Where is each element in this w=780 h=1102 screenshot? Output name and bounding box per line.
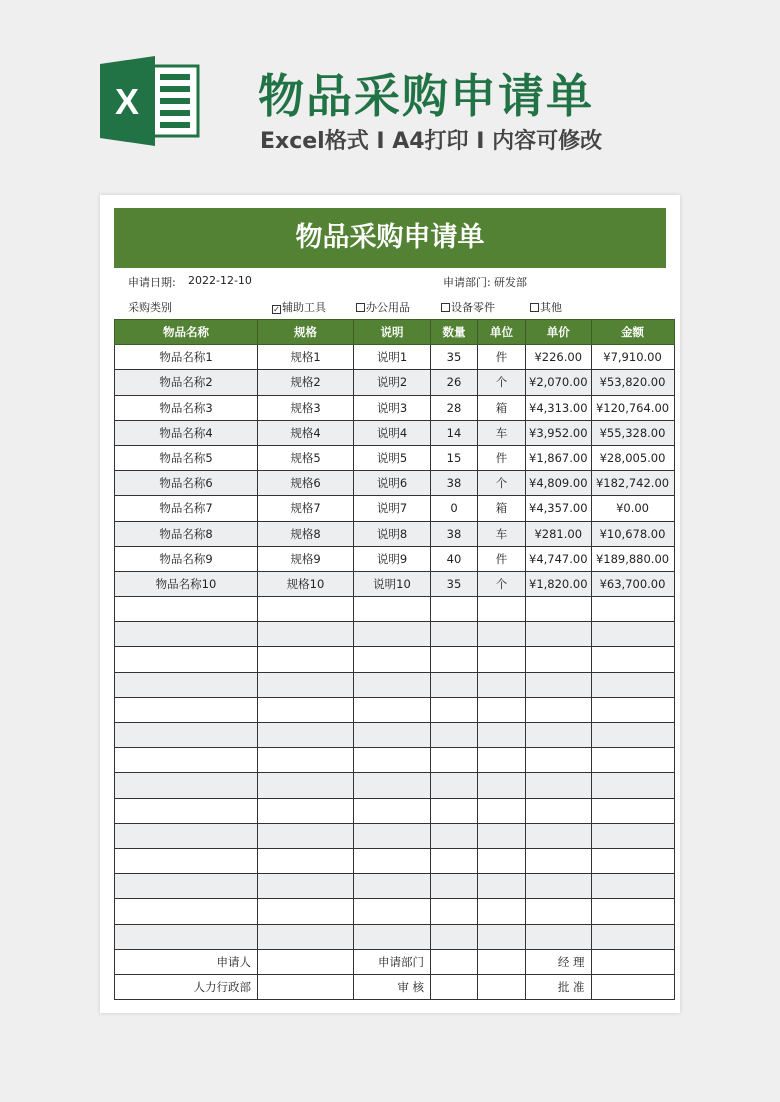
table-cell[interactable] (478, 924, 526, 949)
table-cell[interactable] (431, 924, 478, 949)
table-cell[interactable]: 个 (478, 370, 526, 395)
table-cell[interactable]: 箱 (478, 395, 526, 420)
table-cell[interactable] (431, 672, 478, 697)
category-option[interactable] (356, 299, 410, 315)
table-cell[interactable] (258, 823, 354, 848)
table-cell[interactable] (591, 798, 674, 823)
signature-row (115, 974, 675, 999)
checkbox-icon[interactable] (530, 303, 539, 312)
empty-row (115, 597, 675, 622)
table-cell[interactable] (354, 823, 431, 848)
table-cell[interactable] (431, 622, 478, 647)
table-cell[interactable]: ¥55,328.00 (591, 420, 674, 445)
table-cell[interactable] (591, 723, 674, 748)
table-cell[interactable] (478, 899, 526, 924)
signature-field[interactable] (258, 949, 354, 974)
date-label: 申请日期: (128, 276, 176, 289)
table-cell[interactable] (591, 874, 674, 899)
empty-row (115, 622, 675, 647)
table-row (115, 521, 675, 546)
table-cell[interactable] (478, 773, 526, 798)
category-option-label: 辅助工具 (282, 301, 326, 314)
table-cell[interactable]: 说明6 (354, 471, 431, 496)
table-cell[interactable]: 规格2 (258, 370, 354, 395)
table-cell[interactable] (591, 848, 674, 873)
table-cell[interactable] (115, 773, 258, 798)
table-cell[interactable] (115, 647, 258, 672)
table-cell[interactable] (478, 848, 526, 873)
table-cell[interactable]: ¥7,910.00 (591, 345, 674, 370)
table-cell[interactable] (431, 798, 478, 823)
empty-row (115, 697, 675, 722)
table-row (115, 345, 675, 370)
table-cell[interactable]: ¥182,742.00 (591, 471, 674, 496)
table-cell[interactable]: ¥1,820.00 (526, 571, 592, 596)
table-cell[interactable] (431, 899, 478, 924)
table-cell[interactable]: 说明8 (354, 521, 431, 546)
table-cell[interactable]: 38 (431, 521, 478, 546)
excel-logo-icon (100, 56, 200, 146)
table-cell[interactable]: 规格7 (258, 496, 354, 521)
table-cell[interactable] (354, 899, 431, 924)
table-cell[interactable]: ¥4,809.00 (526, 471, 592, 496)
table-cell[interactable] (354, 798, 431, 823)
table-cell[interactable] (258, 723, 354, 748)
table-cell[interactable] (478, 697, 526, 722)
table-cell[interactable]: 说明9 (354, 546, 431, 571)
empty-row (115, 924, 675, 949)
table-cell[interactable] (258, 672, 354, 697)
table-cell[interactable] (258, 697, 354, 722)
table-cell[interactable] (431, 773, 478, 798)
empty-row (115, 899, 675, 924)
table-cell[interactable]: ¥4,747.00 (526, 546, 592, 571)
category-option[interactable] (272, 299, 326, 315)
table-cell[interactable] (354, 748, 431, 773)
signature-label: 审 核 (354, 974, 431, 999)
signature-label: 申请人 (115, 949, 258, 974)
signature-field[interactable] (591, 974, 674, 999)
table-cell[interactable] (526, 798, 592, 823)
table-cell[interactable] (115, 899, 258, 924)
table-cell[interactable] (478, 798, 526, 823)
table-cell[interactable] (431, 823, 478, 848)
table-cell[interactable] (115, 798, 258, 823)
form-title: 物品采购申请单 (114, 208, 666, 268)
checkbox-icon[interactable]: ✓ (273, 305, 280, 314)
empty-row (115, 672, 675, 697)
table-cell[interactable] (431, 748, 478, 773)
table-row (115, 420, 675, 445)
signature-row (115, 949, 675, 974)
dept-value: 研发部 (494, 276, 527, 289)
table-row (115, 370, 675, 395)
table-cell[interactable] (591, 748, 674, 773)
table-cell[interactable] (115, 622, 258, 647)
table-cell[interactable] (354, 672, 431, 697)
table-cell[interactable]: 说明10 (354, 571, 431, 596)
table-cell[interactable] (258, 597, 354, 622)
table-cell[interactable]: 个 (478, 571, 526, 596)
table-cell[interactable] (431, 874, 478, 899)
table-cell[interactable] (591, 823, 674, 848)
table-cell[interactable] (526, 899, 592, 924)
table-cell[interactable] (354, 848, 431, 873)
signature-field[interactable] (478, 949, 526, 974)
table-cell[interactable] (258, 773, 354, 798)
table-cell[interactable] (526, 874, 592, 899)
table-cell[interactable]: ¥189,880.00 (591, 546, 674, 571)
table-cell[interactable] (354, 874, 431, 899)
table-cell[interactable] (591, 773, 674, 798)
table-cell[interactable]: ¥1,867.00 (526, 445, 592, 470)
table-cell[interactable] (115, 823, 258, 848)
table-cell[interactable] (431, 647, 478, 672)
table-cell[interactable] (591, 597, 674, 622)
table-cell[interactable] (354, 924, 431, 949)
page-subtitle: Excel格式 I A4打印 I 内容可修改 (260, 129, 603, 154)
table-cell[interactable] (115, 848, 258, 873)
signature-field[interactable] (478, 974, 526, 999)
table-cell[interactable] (258, 622, 354, 647)
table-cell[interactable]: ¥53,820.00 (591, 370, 674, 395)
empty-row (115, 798, 675, 823)
table-cell[interactable] (258, 899, 354, 924)
category-option[interactable] (530, 299, 562, 315)
table-cell[interactable]: 箱 (478, 496, 526, 521)
signature-field[interactable] (591, 949, 674, 974)
table-cell[interactable] (258, 647, 354, 672)
table-cell[interactable]: ¥4,357.00 (526, 496, 592, 521)
table-cell[interactable] (526, 823, 592, 848)
table-cell[interactable] (115, 924, 258, 949)
table-cell[interactable]: ¥226.00 (526, 345, 592, 370)
signature-label: 申请部门 (354, 949, 431, 974)
table-cell[interactable] (431, 697, 478, 722)
empty-row (115, 823, 675, 848)
table-cell[interactable] (258, 748, 354, 773)
table-cell[interactable] (478, 823, 526, 848)
table-cell[interactable]: ¥3,952.00 (526, 420, 592, 445)
table-cell[interactable] (354, 773, 431, 798)
table-cell[interactable]: 物品名称1 (115, 345, 258, 370)
page-title: 物品采购申请单 (258, 69, 594, 123)
table-cell[interactable]: ¥120,764.00 (591, 395, 674, 420)
table-cell[interactable]: ¥10,678.00 (591, 521, 674, 546)
table-cell[interactable]: ¥281.00 (526, 521, 592, 546)
category-option-label: 办公用品 (366, 301, 410, 314)
table-cell[interactable] (591, 697, 674, 722)
table-cell[interactable] (526, 647, 592, 672)
items-table (114, 319, 675, 1000)
empty-row (115, 723, 675, 748)
table-cell[interactable]: 物品名称4 (115, 420, 258, 445)
signature-field[interactable] (258, 974, 354, 999)
logo-letter: X (114, 81, 140, 122)
table-cell[interactable] (591, 622, 674, 647)
table-cell[interactable]: 规格8 (258, 521, 354, 546)
table-cell[interactable] (115, 723, 258, 748)
table-cell[interactable] (115, 697, 258, 722)
table-cell[interactable] (478, 597, 526, 622)
table-cell[interactable] (258, 924, 354, 949)
table-cell[interactable]: 个 (478, 471, 526, 496)
table-cell[interactable]: ¥28,005.00 (591, 445, 674, 470)
table-cell[interactable]: 物品名称10 (115, 571, 258, 596)
signature-field[interactable] (431, 974, 478, 999)
signature-label: 经 理 (526, 949, 592, 974)
table-cell[interactable] (478, 874, 526, 899)
table-cell[interactable] (431, 597, 478, 622)
table-cell[interactable]: ¥2,070.00 (526, 370, 592, 395)
dept-label: 申请部门: (443, 276, 491, 289)
table-cell[interactable] (258, 798, 354, 823)
signature-label: 人力行政部 (115, 974, 258, 999)
table-cell[interactable]: 说明2 (354, 370, 431, 395)
table-cell[interactable] (526, 672, 592, 697)
table-cell[interactable] (591, 899, 674, 924)
table-cell[interactable]: 26 (431, 370, 478, 395)
table-row (115, 546, 675, 571)
table-cell[interactable]: 件 (478, 546, 526, 571)
table-cell[interactable] (478, 622, 526, 647)
table-cell[interactable]: 说明1 (354, 345, 431, 370)
table-cell[interactable]: 40 (431, 546, 478, 571)
column-header: 说明 (354, 320, 431, 345)
empty-row (115, 874, 675, 899)
form-sheet (100, 195, 680, 1013)
table-cell[interactable] (526, 697, 592, 722)
empty-row (115, 848, 675, 873)
column-header: 数量 (431, 320, 478, 345)
checkbox-icon[interactable] (356, 303, 365, 312)
table-cell[interactable]: 说明3 (354, 395, 431, 420)
table-cell[interactable]: 物品名称5 (115, 445, 258, 470)
table-cell[interactable]: 14 (431, 420, 478, 445)
category-option[interactable] (441, 299, 495, 315)
table-cell[interactable] (526, 622, 592, 647)
table-cell[interactable]: 物品名称3 (115, 395, 258, 420)
category-option-label: 设备零件 (451, 301, 495, 314)
table-cell[interactable]: 物品名称8 (115, 521, 258, 546)
table-cell[interactable] (258, 848, 354, 873)
table-cell[interactable]: 物品名称6 (115, 471, 258, 496)
category-label: 采购类别 (128, 301, 172, 314)
table-row (115, 445, 675, 470)
table-cell[interactable] (115, 748, 258, 773)
table-row (115, 496, 675, 521)
table-cell[interactable]: 件 (478, 345, 526, 370)
table-cell[interactable]: 车 (478, 521, 526, 546)
table-cell[interactable]: 35 (431, 571, 478, 596)
signature-label: 批 准 (526, 974, 592, 999)
table-cell[interactable] (591, 647, 674, 672)
table-cell[interactable] (526, 924, 592, 949)
table-cell[interactable]: 规格1 (258, 345, 354, 370)
table-cell[interactable] (591, 924, 674, 949)
table-cell[interactable]: ¥4,313.00 (526, 395, 592, 420)
empty-row (115, 647, 675, 672)
table-cell[interactable]: 规格9 (258, 546, 354, 571)
table-cell[interactable] (478, 672, 526, 697)
table-cell[interactable] (115, 672, 258, 697)
table-cell[interactable] (354, 622, 431, 647)
column-header: 单位 (478, 320, 526, 345)
table-cell[interactable]: 物品名称2 (115, 370, 258, 395)
table-cell[interactable] (431, 848, 478, 873)
table-cell[interactable]: 车 (478, 420, 526, 445)
table-cell[interactable] (526, 748, 592, 773)
table-cell[interactable]: 说明7 (354, 496, 431, 521)
table-cell[interactable]: ¥0.00 (591, 496, 674, 521)
table-cell[interactable]: 28 (431, 395, 478, 420)
date-value: 2022-12-10 (188, 274, 252, 287)
table-cell[interactable] (115, 874, 258, 899)
table-cell[interactable]: 规格6 (258, 471, 354, 496)
table-cell[interactable] (478, 647, 526, 672)
table-cell[interactable]: 物品名称9 (115, 546, 258, 571)
table-cell[interactable] (354, 597, 431, 622)
signature-field[interactable] (431, 949, 478, 974)
table-cell[interactable]: 15 (431, 445, 478, 470)
table-cell[interactable] (258, 874, 354, 899)
table-cell[interactable]: 物品名称7 (115, 496, 258, 521)
table-row (115, 395, 675, 420)
table-cell[interactable]: 规格3 (258, 395, 354, 420)
category-option-label: 其他 (540, 301, 562, 314)
table-cell[interactable] (354, 723, 431, 748)
table-cell[interactable] (526, 723, 592, 748)
table-cell[interactable] (591, 672, 674, 697)
column-header: 金额 (591, 320, 674, 345)
table-cell[interactable] (431, 723, 478, 748)
empty-row (115, 748, 675, 773)
table-cell[interactable]: 0 (431, 496, 478, 521)
table-cell[interactable] (478, 748, 526, 773)
table-cell[interactable] (478, 723, 526, 748)
table-row (115, 471, 675, 496)
table-cell[interactable] (526, 597, 592, 622)
table-cell[interactable]: 规格4 (258, 420, 354, 445)
checkbox-icon[interactable] (441, 303, 450, 312)
table-cell[interactable]: 件 (478, 445, 526, 470)
empty-row (115, 773, 675, 798)
column-header: 规格 (258, 320, 354, 345)
table-cell[interactable]: ¥63,700.00 (591, 571, 674, 596)
table-cell[interactable] (526, 773, 592, 798)
column-header: 单价 (526, 320, 592, 345)
table-cell[interactable]: 35 (431, 345, 478, 370)
table-cell[interactable]: 说明4 (354, 420, 431, 445)
table-cell[interactable] (354, 647, 431, 672)
table-cell[interactable] (115, 597, 258, 622)
table-cell[interactable]: 说明5 (354, 445, 431, 470)
table-cell[interactable]: 38 (431, 471, 478, 496)
table-cell[interactable] (526, 848, 592, 873)
table-cell[interactable]: 规格5 (258, 445, 354, 470)
table-cell[interactable] (354, 697, 431, 722)
table-row (115, 571, 675, 596)
column-header: 物品名称 (115, 320, 258, 345)
table-cell[interactable]: 规格10 (258, 571, 354, 596)
